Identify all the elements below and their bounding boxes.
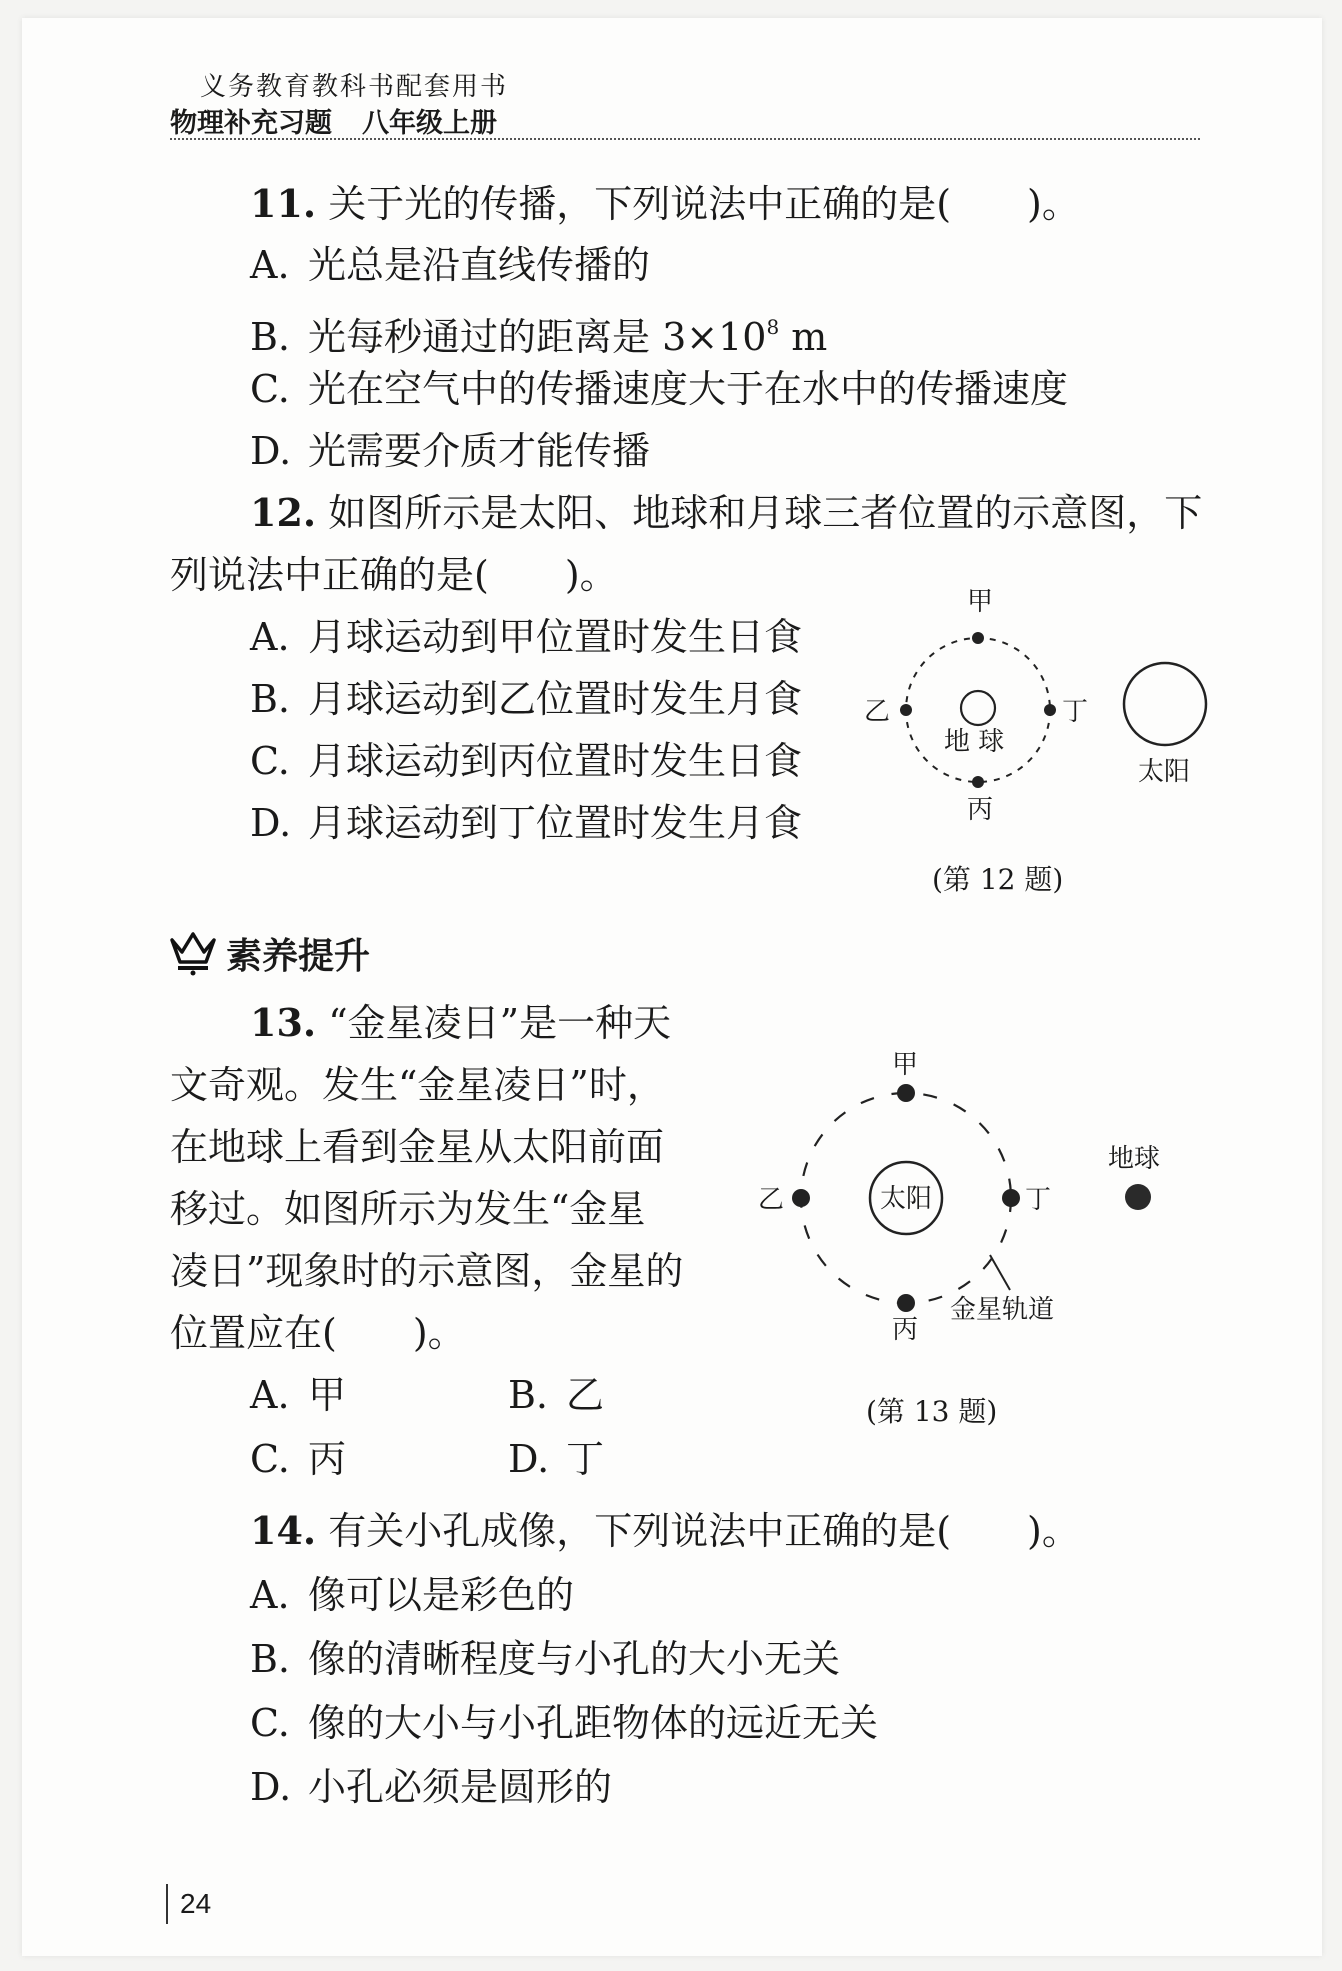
option-letter: B.	[508, 1373, 549, 1417]
option-text: 月球运动到丙位置时发生日食	[308, 739, 803, 783]
moon-position-right	[1044, 704, 1056, 716]
q14-stem-text: 有关小孔成像，下列说法中正确的是( )。	[328, 1509, 1080, 1553]
q13-option-d	[508, 1437, 604, 1481]
option-letter: A.	[250, 1373, 290, 1417]
label-bing: 丙	[892, 1315, 919, 1345]
earth-circle	[961, 691, 995, 725]
label-yi: 乙	[758, 1185, 785, 1215]
q12-option-d	[250, 801, 802, 845]
moon-position-top	[972, 632, 984, 644]
option-text: 小孔必须是圆形的	[308, 1765, 613, 1809]
q12-option-a	[250, 615, 802, 659]
option-text: 月球运动到甲位置时发生日食	[308, 615, 803, 659]
earth-dot	[1125, 1184, 1151, 1210]
page-number: 24	[166, 1884, 211, 1924]
q11-option-d	[250, 429, 650, 473]
q12-option-c	[250, 739, 802, 783]
q11-option-b	[250, 305, 827, 359]
q14-option-b	[250, 1637, 840, 1681]
q13-stem-line5: 凌日”现象时的示意图，金星的	[170, 1249, 684, 1293]
option-text: 光需要介质才能传播	[308, 429, 651, 473]
label-ding: 丁	[1025, 1185, 1052, 1215]
option-letter: B.	[250, 677, 291, 721]
label-sun: 太阳	[880, 1184, 933, 1214]
option-text: 丁	[566, 1437, 605, 1481]
q12-stem-line1: 如图所示是太阳、地球和月球三者位置的示意图，下	[328, 491, 1203, 535]
option-text: 丙	[308, 1437, 347, 1481]
label-ding: 丁	[1062, 697, 1089, 727]
q13-caption: (第 13 题)	[866, 1395, 998, 1428]
q13-option-a	[250, 1373, 346, 1417]
label-sun: 太阳	[1138, 757, 1191, 787]
option-text: 光总是沿直线传播的	[308, 243, 651, 287]
moon-position-left	[900, 704, 912, 716]
q13-stem-line1	[250, 1001, 671, 1045]
option-superscript: 8	[766, 315, 780, 339]
header-book	[170, 101, 497, 140]
label-earth: 地 球	[944, 727, 1005, 757]
q13-stem-line6: 位置应在( )。	[170, 1311, 466, 1355]
q13-option-c	[250, 1437, 346, 1481]
option-letter: A.	[250, 615, 290, 659]
option-letter: C.	[250, 1437, 290, 1481]
option-text: 像的大小与小孔距物体的远近无关	[308, 1701, 879, 1745]
option-letter: C.	[250, 739, 290, 783]
venus-position-bottom	[897, 1294, 915, 1312]
label-bing: 丙	[967, 795, 994, 825]
label-jia: 甲	[967, 587, 994, 617]
label-yi: 乙	[864, 697, 891, 727]
header-divider	[170, 138, 1200, 140]
option-text: 光每秒通过的距离是 3×10	[308, 315, 767, 359]
q12-caption: (第 12 题)	[932, 863, 1064, 896]
option-letter: D.	[250, 801, 292, 845]
option-letter: B.	[250, 1637, 291, 1681]
q13-text: “金星凌日”是一种天	[328, 1001, 672, 1045]
q12-stem-line2: 列说法中正确的是( )。	[170, 553, 618, 597]
q13-stem-line4: 移过。如图所示为发生“金星	[170, 1187, 646, 1231]
q13-diagram	[740, 1035, 1180, 1355]
label-venus-orbit: 金星轨道	[950, 1295, 1055, 1325]
crown-icon	[168, 928, 218, 976]
q12-diagram	[840, 580, 1230, 830]
option-letter: C.	[250, 1701, 290, 1745]
moon-orbit	[906, 638, 1050, 782]
q14-option-c	[250, 1701, 878, 1745]
q13-stem-line3: 在地球上看到金星从太阳前面	[170, 1125, 665, 1169]
q14-option-d	[250, 1765, 612, 1809]
orbit-leader-line	[990, 1255, 1010, 1290]
moon-position-bottom	[972, 776, 984, 788]
header-grade: 八年级上册	[362, 108, 497, 139]
q13-option-b	[508, 1373, 604, 1417]
option-letter: A.	[250, 243, 290, 287]
option-text: 像可以是彩色的	[308, 1573, 575, 1617]
q14-stem	[250, 1509, 1080, 1553]
venus-position-top	[897, 1084, 915, 1102]
header-series: 义务教育教科书配套用书	[200, 72, 509, 102]
q11-option-c	[250, 367, 1068, 411]
option-letter: D.	[250, 1765, 292, 1809]
option-text: 月球运动到丁位置时发生月食	[308, 801, 803, 845]
section-heading	[168, 928, 370, 979]
option-text: 月球运动到乙位置时发生月食	[308, 677, 803, 721]
q14-option-a	[250, 1573, 574, 1617]
header-book-title: 物理补充习题	[170, 108, 332, 139]
venus-position-left	[792, 1189, 810, 1207]
label-earth: 地球	[1108, 1144, 1161, 1174]
option-letter: B.	[250, 315, 291, 359]
label-jia: 甲	[892, 1050, 919, 1080]
q14-number: 14.	[250, 1508, 317, 1553]
option-text: 乙	[566, 1373, 605, 1417]
sun-circle	[1124, 663, 1206, 745]
option-letter: A.	[250, 1573, 290, 1617]
option-unit: m	[779, 315, 828, 359]
q11-stem	[250, 182, 1080, 226]
option-text: 甲	[308, 1373, 347, 1417]
q11-number: 11.	[250, 181, 317, 226]
q11-stem-text: 关于光的传播，下列说法中正确的是( )。	[328, 182, 1080, 226]
option-letter: D.	[508, 1437, 550, 1481]
option-text: 像的清晰程度与小孔的大小无关	[308, 1637, 841, 1681]
q12-number: 12.	[250, 490, 317, 535]
q12-option-b	[250, 677, 802, 721]
venus-position-right	[1002, 1189, 1020, 1207]
option-letter: C.	[250, 367, 290, 411]
option-text: 光在空气中的传播速度大于在水中的传播速度	[308, 367, 1069, 411]
section-title: 素养提升	[226, 936, 371, 977]
q13-stem-line2: 文奇观。发生“金星凌日”时，	[170, 1063, 665, 1107]
q11-option-a	[250, 243, 650, 287]
q12-stem	[250, 491, 1202, 535]
option-letter: D.	[250, 429, 292, 473]
q13-number: 13.	[250, 1000, 317, 1045]
